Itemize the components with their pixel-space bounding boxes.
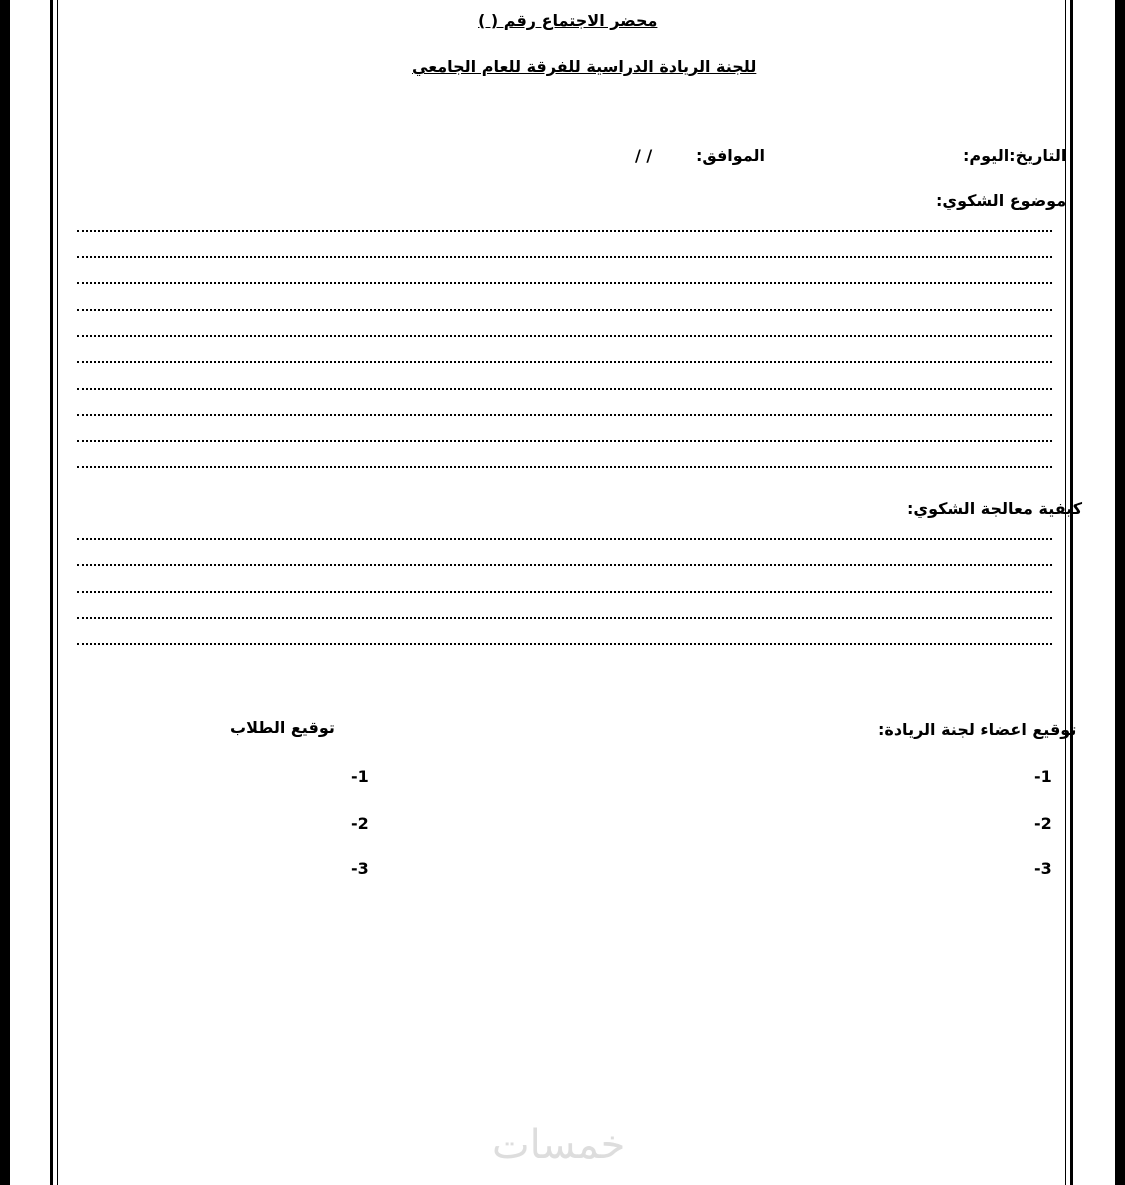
complaint-line[interactable] [77,309,1052,311]
complaint-line[interactable] [77,440,1052,442]
document-title: محضر الاجتماع رقم ( ) [478,11,658,30]
watermark-logo: خمسات [492,1122,626,1168]
date-slashes: / / [635,146,653,165]
complaint-line[interactable] [77,466,1052,468]
handling-line[interactable] [77,538,1052,540]
right-edge-bar [1115,0,1125,1185]
date-day-label: التاريخ:اليوم: [963,146,1067,165]
committee-signature-item: 3- [1034,859,1052,878]
handling-line[interactable] [77,591,1052,593]
committee-signature-item: 2- [1034,814,1052,833]
document-subtitle: للجنة الريادة الدراسية للفرقة للعام الجامعي [412,57,757,76]
complaint-handling-label: كيفية معالجة الشكوي: [907,499,1083,518]
complaint-line[interactable] [77,256,1052,258]
complaint-line[interactable] [77,414,1052,416]
student-signature-item: 2- [351,814,369,833]
handling-line[interactable] [77,564,1052,566]
corresponding-label: الموافق: [696,146,766,165]
complaint-line[interactable] [77,230,1052,232]
complaint-line[interactable] [77,388,1052,390]
complaint-line[interactable] [77,335,1052,337]
complaint-subject-label: موضوع الشكوي: [936,191,1067,210]
handling-line[interactable] [77,643,1052,645]
document-page [10,0,1115,1185]
committee-signature-item: 1- [1034,767,1052,786]
complaint-line[interactable] [77,361,1052,363]
left-edge-bar [0,0,10,1185]
committee-signature-label: توقيع اعضاء لجنة الريادة: [878,720,1077,739]
student-signature-item: 1- [351,767,369,786]
handling-line[interactable] [77,617,1052,619]
students-signature-label: توقيع الطلاب [230,718,335,737]
complaint-line[interactable] [77,282,1052,284]
student-signature-item: 3- [351,859,369,878]
